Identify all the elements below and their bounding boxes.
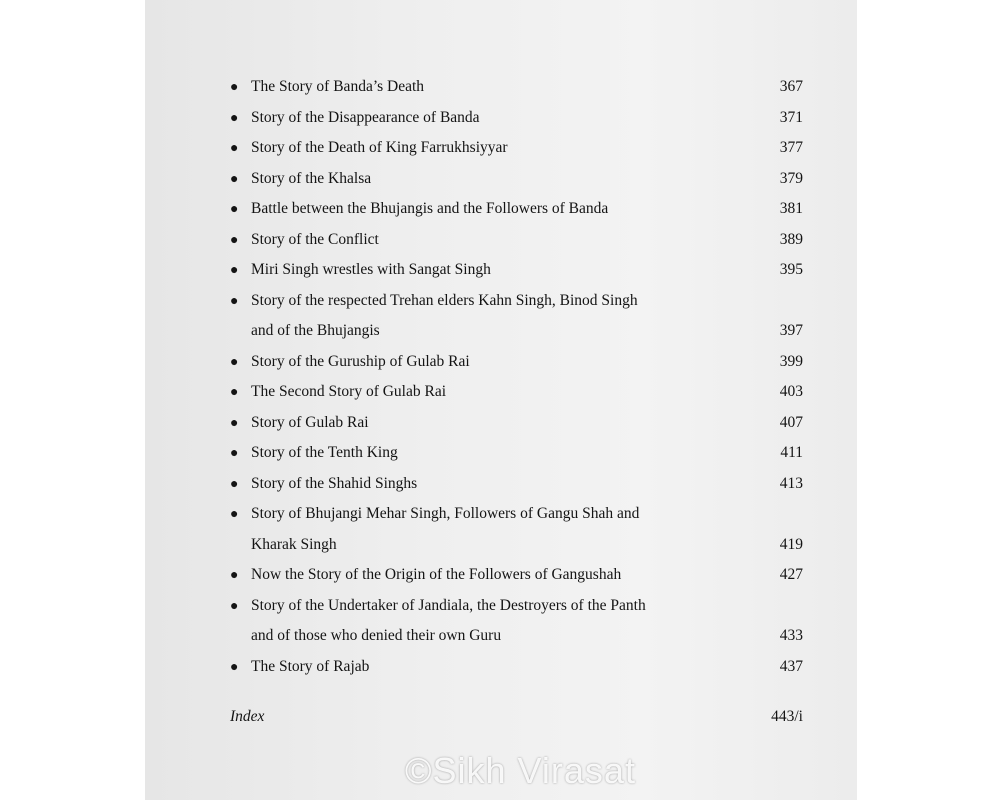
bullet-icon: ● [230,415,239,431]
toc-page: 427 [779,566,803,583]
index-label: Index [230,708,265,725]
index-page: 443/i [771,708,803,725]
toc-entry [230,377,803,408]
toc-page: 419 [779,535,803,553]
toc-title: Now the Story of the Origin of the Followers of Gangushah [251,566,622,583]
toc-page: 395 [779,261,803,278]
toc-title-continued: and of the Bhujangis [251,322,380,339]
toc-page: 371 [779,108,803,126]
toc-title: Story of Bhujangi Mehar Singh, Followers of Gangu Shah and [251,505,640,522]
toc-title: Story of the Khalsa [251,169,372,187]
toc-entry [230,469,803,500]
toc-entry [230,103,803,134]
toc-title: The Story of Rajab [251,657,370,675]
toc-page: 403 [779,383,803,400]
toc-title: Miri Singh wrestles with Sangat Singh [251,261,491,278]
bullet-icon: ● [230,171,239,187]
toc-page: 367 [779,78,803,95]
index-entry [230,702,803,732]
toc-entry [230,347,803,378]
bullet-icon: ● [230,476,239,492]
bullet-icon: ● [230,385,239,400]
toc-page: 377 [779,139,803,156]
bullet-icon: ● [230,659,239,675]
toc-page: 411 [780,444,803,461]
toc-page: 433 [779,627,803,644]
toc-title-continued: and of those who denied their own Guru [251,627,502,644]
toc-title: Story of the Death of King Farrukhsiyyar [251,139,508,156]
bullet-icon: ● [230,293,239,309]
toc-title: The Story of Banda’s Death [251,78,425,95]
bullet-icon: ● [230,232,239,248]
watermark-logo: ©Sikh Virasat [405,750,636,791]
toc-title: Story of the Conflict [251,230,379,248]
toc-page: 397 [779,322,803,339]
toc-entry [230,591,803,652]
toc-entry [230,255,803,286]
bullet-icon: ● [230,354,239,370]
toc-entry [230,408,803,439]
toc-entry [230,194,803,225]
toc-title-continued: Kharak Singh [251,535,337,553]
toc-title: Battle between the Bhujangis and the Followers of Banda [251,200,609,217]
toc-entry [230,438,803,469]
toc-title: Story of the Guruship of Gulab Rai [251,352,470,370]
bullet-icon: ● [230,507,239,522]
toc-entry [230,286,803,347]
bullet-icon: ● [230,141,239,156]
toc-title: Story of the Undertaker of Jandiala, the Destroyers of the Panth [251,596,646,614]
toc-page: 389 [779,230,803,248]
toc-page: 413 [779,474,803,492]
bullet-icon: ● [230,110,239,126]
toc-page: 399 [779,352,803,370]
toc-entry [230,560,803,591]
toc-page: 379 [779,169,803,187]
toc-page: 437 [779,657,803,675]
toc-title: The Second Story of Gulab Rai [251,383,447,400]
toc-title: Story of the Disappearance of Banda [251,108,480,126]
toc-entry [230,499,803,560]
bullet-icon: ● [230,263,239,278]
bullet-icon: ● [230,598,239,614]
toc-page: 381 [779,200,803,217]
bullet-icon: ● [230,568,239,583]
toc-entry [230,652,803,683]
toc-page: 407 [779,413,803,431]
table-of-contents [230,72,803,732]
toc-entry [230,72,803,103]
toc-entry [230,133,803,164]
toc-entry [230,225,803,256]
toc-title: Story of Gulab Rai [251,413,369,431]
toc-title: Story of the respected Trehan elders Kahn Singh, Binod Singh [251,291,638,309]
toc-entry [230,164,803,195]
bullet-icon: ● [230,80,239,95]
toc-title: Story of the Tenth King [251,444,398,461]
toc-title: Story of the Shahid Singhs [251,474,418,492]
bullet-icon: ● [230,202,239,217]
bullet-icon: ● [230,446,239,461]
